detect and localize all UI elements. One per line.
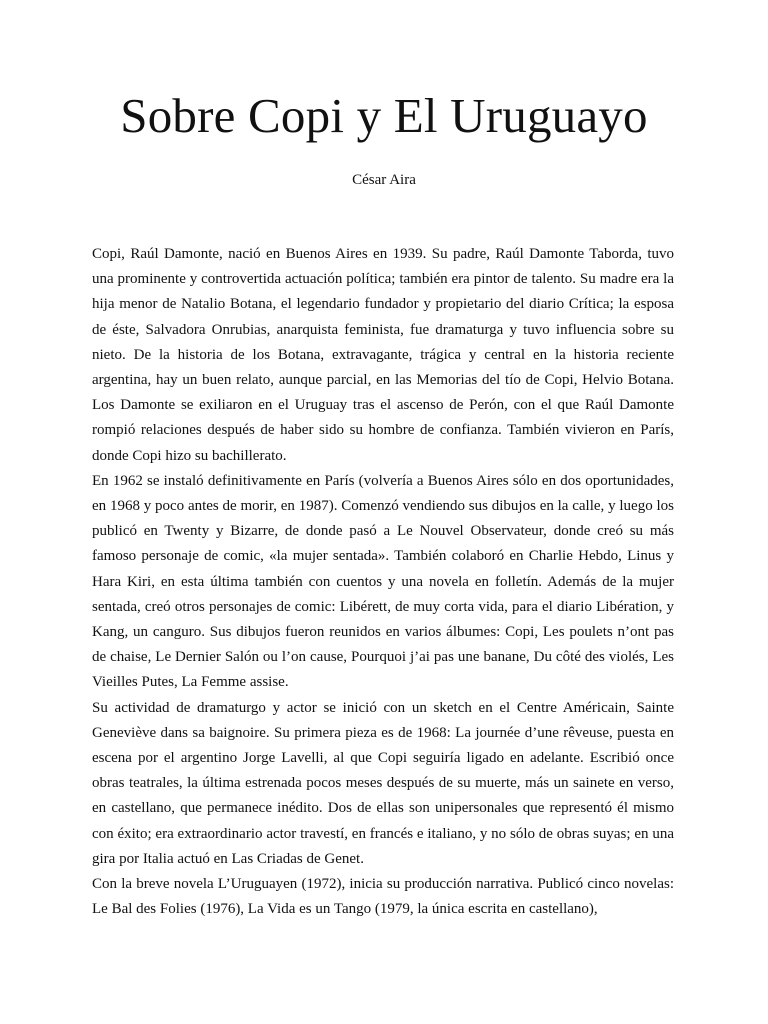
document-author: César Aira [352, 172, 416, 188]
document-title: Sobre Copi y El Uruguayo [120, 88, 648, 143]
paragraph-2: En 1962 se instaló definitivamente en París (volvería a Buenos Aires sólo en dos oportunidades, en 1968 y poco antes de morir, en 1987). Comenzó vendiendo sus dibujos en la calle, y luego los publicó en Twenty y Bizarre, de donde pasó a Le Nouvel Observateur, donde creó su más famoso personaje de comic, «la mujer sentada». También colaboró en Charlie Hebdo, Linus y Hara Kiri, en esta última también con cuentos y una novela en folletín. Además de la mujer sentada, creó otros personajes de comic: Libérett, de muy corta vida, para el diario Libération, y Kang, un canguro. Sus dibujos fueron reunidos en varios álbumes: Copi, Les poulets n’ont pas de chaise, Le Dernier Salón ou l’on cause, Pourquoi j’ai pas une banane, Du côté des violés, Les Vieilles Putes, La Femme assise. [92, 472, 674, 691]
paragraph-4: Con la breve novela L’Uruguayen (1972), inicia su producción narrativa. Publicó cinco novelas: Le Bal des Folies (1976), La Vida es un Tango (1979, la única escrita en castellano), [92, 876, 674, 918]
document-body [92, 242, 674, 922]
paragraph-3: Su actividad de dramaturgo y actor se inició con un sketch en el Centre Américain, Sainte Geneviève dans sa baignoire. Su primera pieza es de 1968: La journée d’une rêveuse, puesta en escena por el argentino Jorge Lavelli, al que Copi seguiría ligado en adelante. Escribió once obras teatrales, la última estrenada pocos meses después de su muerte, más un sainete en verso, en castellano, que permanece inédito. Dos de ellas son unipersonales que representó él mismo con éxito; era extraordinario actor travestí, en francés e italiano, y no sólo de obras suyas; en una gira por Italia actuó en Las Criadas de Genet. [92, 699, 674, 867]
paragraph-1: Copi, Raúl Damonte, nació en Buenos Aires en 1939. Su padre, Raúl Damonte Taborda, tuvo una prominente y controvertida actuación política; también era pintor de talento. Su madre era la hija menor de Natalio Botana, el legendario fundador y propietario del diario Crítica; la esposa de éste, Salvadora Onrubias, anarquista feminista, fue dramaturga y tuvo influencia sobre su nieto. De la historia de los Botana, extravagante, trágica y central en la historia reciente argentina, hay un buen relato, aunque parcial, en las Memorias del tío de Copi, Helvio Botana. Los Damonte se exiliaron en el Uruguay tras el ascenso de Perón, con el que Raúl Damonte rompió relaciones después de haber sido su hombre de confianza. También vivieron en París, donde Copi hizo su bachillerato. [92, 246, 674, 464]
